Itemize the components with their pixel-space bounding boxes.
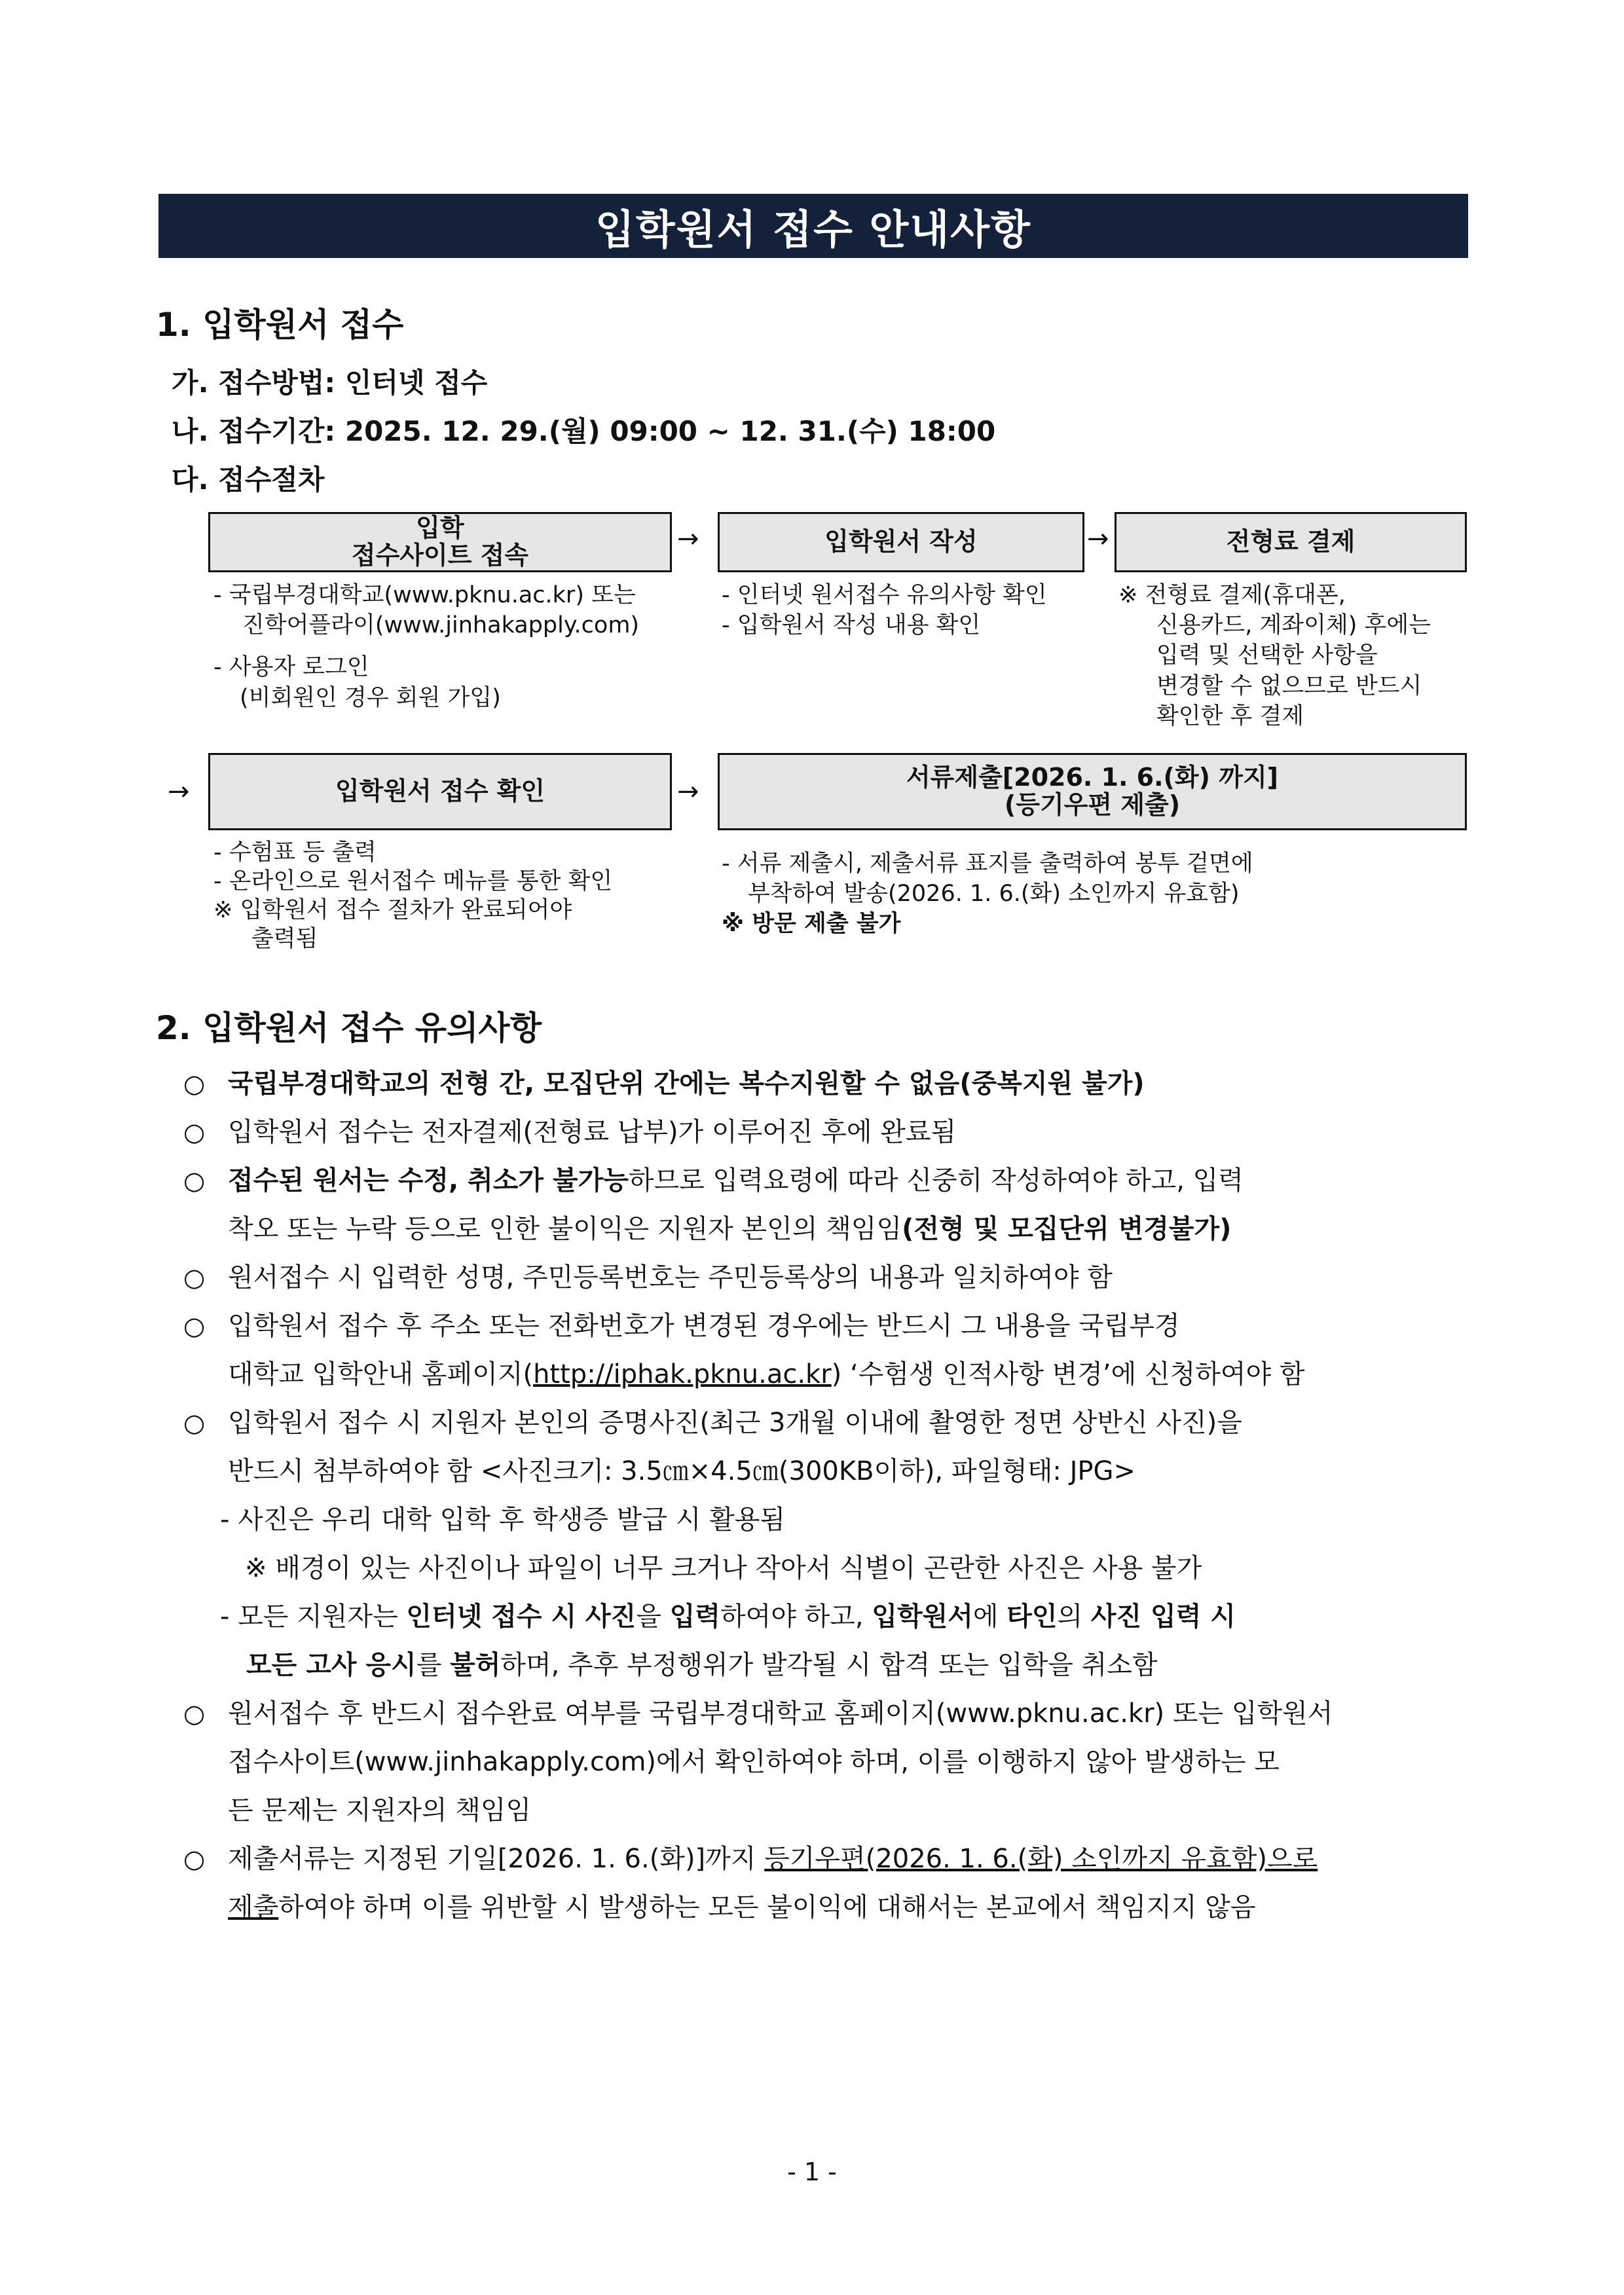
list-item: [183, 1059, 1480, 1108]
circle-bullet-icon: ○: [183, 1118, 206, 1147]
sub-text: - 모든 지원자는: [220, 1602, 407, 1632]
sub-item: - 사진은 우리 대학 입학 후 학생증 발급 시 활용됨: [220, 1505, 786, 1535]
iphak-link[interactable]: http://iphak.pknu.ac.kr: [533, 1359, 832, 1389]
sub-text-bold: 입학원서: [872, 1602, 973, 1632]
note-line: - 국립부경대학교(www.pknu.ac.kr) 또는: [213, 582, 636, 608]
step-confirm-application: 입학원서 접수 확인: [208, 753, 672, 830]
notice-text-bold: (전형 및 모집단위 변경불가): [902, 1214, 1232, 1244]
circle-bullet-icon: ○: [183, 1312, 206, 1340]
arrow-icon: →: [168, 777, 190, 807]
sub-text-bold: 사진 입력 시: [1090, 1602, 1236, 1632]
list-item: [183, 1302, 1480, 1399]
method-line: 가. 접수방법: 인터넷 접수: [172, 367, 488, 399]
notice-text: ) ‘수험생 인적사항 변경’에 신청하여야 함: [831, 1359, 1305, 1389]
step-confirm-notes: [213, 838, 612, 953]
notice-text: 착오 또는 누락 등으로 인한 불이익은 지원자 본인의 책임임: [228, 1214, 902, 1244]
procedure-line: 다. 접수절차: [172, 464, 325, 496]
notice-text: 국립부경대학교의 전형 간, 모집단위 간에는 복수지원할 수 없음(중복지원 불가): [228, 1069, 1145, 1099]
notice-text: 원서접수 후 반드시 접수완료 여부를 국립부경대학교 홈페이지(www.pknu.ac.kr) 또는 입학원서: [228, 1698, 1333, 1729]
sub-text: 하여야 하고,: [720, 1602, 872, 1632]
sub-text: 에: [972, 1602, 1007, 1632]
notice-text: 접수사이트(www.jinhakapply.com)에서 확인하여야 하며, 이를 이행하지 않아 발생하는 모: [228, 1747, 1280, 1777]
circle-bullet-icon: ○: [183, 1845, 206, 1873]
sub-text: 을: [636, 1602, 670, 1632]
circle-bullet-icon: ○: [183, 1166, 206, 1195]
sub-item-continued: [183, 1641, 1480, 1689]
period-line: 나. 접수기간: 2025. 12. 29.(월) 09:00 ~ 12. 31.(수) 18:00: [172, 415, 996, 447]
list-item: [183, 1253, 1480, 1302]
note-line: - 수험표 등 출력: [213, 839, 377, 866]
notice-text: 입학원서 접수 시 지원자 본인의 증명사진(최근 3개월 이내에 촬영한 정면 상반신 사진)을: [228, 1408, 1242, 1438]
sub-item-note: ※ 배경이 있는 사진이나 파일이 너무 크거나 작아서 식별이 곤란한 사진은 사용 불가: [245, 1553, 1202, 1583]
list-item: [183, 1156, 1480, 1253]
sub-text-bold: 타인: [1006, 1602, 1058, 1632]
sub-text: 를: [416, 1650, 451, 1680]
notice-text: 입학원서 접수 후 주소 또는 전화번호가 변경된 경우에는 반드시 그 내용을 국립부경: [228, 1311, 1180, 1341]
sub-text-bold: 모든 고사 응시: [246, 1650, 416, 1680]
note-line: 신용카드, 계좌이체) 후에는: [1156, 612, 1431, 639]
notice-text: 대학교 입학안내 홈페이지(: [228, 1359, 534, 1389]
note-line: 확인한 후 결제: [1156, 703, 1304, 729]
arrow-icon: →: [1087, 524, 1109, 554]
notice-text: 입학원서 접수는 전자결제(전형료 납부)가 이루어진 후에 완료됨: [228, 1117, 957, 1147]
note-line: 입력 및 선택한 사항을: [1156, 642, 1378, 669]
page-title: 입학원서 접수 안내사항: [158, 194, 1468, 258]
note-line: ※ 입학원서 접수 절차가 완료되어야: [213, 897, 572, 924]
circle-bullet-icon: ○: [183, 1263, 206, 1292]
notice-text: 든 문제는 지원자의 책임임: [228, 1795, 532, 1826]
note-line: ※ 방문 제출 불가: [722, 911, 901, 938]
step-site-access: [208, 512, 672, 572]
step-submit-line1: 서류제출[2026. 1. 6.(화) 까지]: [906, 763, 1279, 792]
arrow-icon: →: [677, 777, 699, 807]
note-line: 출력됨: [251, 926, 318, 953]
arrow-icon: →: [677, 524, 699, 554]
notice-text: 제출서류는 지정된 기일[2026. 1. 6.(화)]까지: [228, 1844, 765, 1874]
note-line: ※ 전형료 결제(휴대폰,: [1118, 582, 1346, 608]
notice-text: 반드시 첨부하여야 함 <사진크기: 3.5㎝×4.5㎝(300KB이하), 파일형태: JPG>: [228, 1456, 1136, 1486]
notice-text-underlined: 제출: [228, 1892, 279, 1922]
step-site-access-notes: [213, 580, 639, 713]
note-line: - 서류 제출시, 제출서류 표지를 출력하여 봉투 겉면에: [722, 851, 1253, 877]
note-line: 부착하여 발송(2026. 1. 6.(화) 소인까지 유효함): [748, 881, 1240, 908]
notice-text-underlined: 등기우편(2026. 1. 6.(화) 소인까지 유효함)으로: [764, 1844, 1318, 1874]
note-line: - 온라인으로 원서접수 메뉴를 통한 확인: [213, 868, 613, 895]
sub-text: 하며, 추후 부정행위가 발각될 시 합격 또는 입학을 취소함: [500, 1650, 1158, 1680]
note-line: - 사용자 로그인: [213, 654, 369, 681]
list-item: [183, 1689, 1480, 1835]
sub-text-bold: 입력: [669, 1602, 720, 1632]
step-site-access-line1: 입학: [416, 513, 464, 543]
sub-text: 의: [1057, 1602, 1091, 1632]
note-line: - 입학원서 작성 내용 확인: [722, 612, 981, 639]
section2-heading: 2. 입학원서 접수 유의사항: [156, 1009, 542, 1047]
notice-list: [183, 1059, 1480, 1932]
note-line: 변경할 수 없으므로 반드시: [1156, 672, 1422, 699]
step-site-access-line2: 접수사이트 접속: [351, 541, 529, 570]
sub-item: [183, 1592, 1480, 1641]
note-line: (비회원인 경우 회원 가입): [240, 684, 501, 711]
circle-bullet-icon: ○: [183, 1069, 206, 1098]
notice-text: 하므로 입력요령에 따라 신중히 작성하여야 하고, 입력: [628, 1166, 1244, 1196]
notice-text: 원서접수 시 입력한 성명, 주민등록번호는 주민등록상의 내용과 일치하여야 함: [228, 1262, 1113, 1293]
page-number: - 1 -: [787, 2157, 837, 2186]
step-payment: 전형료 결제: [1115, 512, 1467, 572]
list-item: [183, 1108, 1480, 1156]
step-payment-notes: [1118, 580, 1431, 731]
list-item: [183, 1399, 1480, 1496]
sub-text-bold: 불허: [450, 1650, 501, 1680]
sub-text-bold: 인터넷 접수 시 사진: [406, 1602, 637, 1632]
step-submit-documents: [718, 753, 1467, 830]
step-submit-notes: [722, 849, 1253, 940]
circle-bullet-icon: ○: [183, 1408, 206, 1437]
note-line: - 인터넷 원서접수 유의사항 확인: [722, 582, 1047, 608]
notice-text-bold: 접수된 원서는 수정, 취소가 불가능: [228, 1166, 629, 1196]
step-submit-line2: (등기우편 제출): [1004, 790, 1181, 819]
section1-heading: 1. 입학원서 접수: [156, 306, 404, 344]
notice-text: 하여야 하며 이를 위반할 시 발생하는 모든 불이익에 대해서는 본교에서 책임지지 않음: [278, 1892, 1256, 1922]
step-write-application: 입학원서 작성: [718, 512, 1084, 572]
list-item: [183, 1835, 1480, 1932]
step-write-notes: [722, 580, 1047, 640]
note-line: 진학어플라이(www.jinhakapply.com): [242, 612, 640, 639]
circle-bullet-icon: ○: [183, 1699, 206, 1728]
